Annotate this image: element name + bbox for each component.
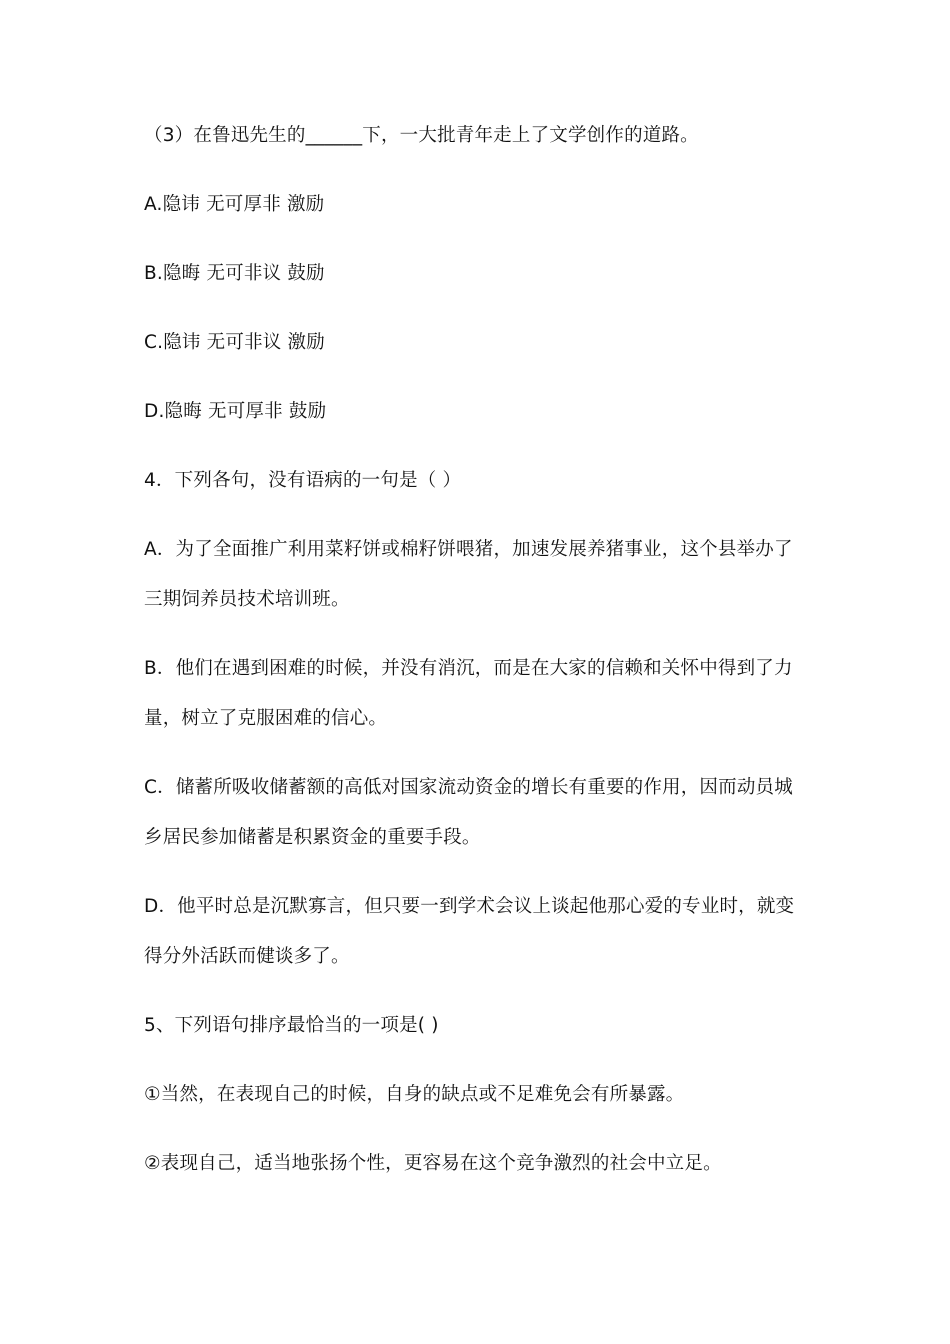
option-b: B.隐晦 无可非议 鼓励 — [144, 263, 325, 284]
q4-option-b-line-2: 量，树立了克服困难的信心。 — [144, 708, 388, 729]
q4-option-a-line-2: 三期饲养员技术培训班。 — [144, 589, 350, 610]
q4-option-b-line-1: B．他们在遇到困难的时候，并没有消沉，而是在大家的信赖和关怀中得到了力 — [144, 658, 793, 679]
option-d: D.隐晦 无可厚非 鼓励 — [144, 401, 327, 422]
option-a: A.隐讳 无可厚非 激励 — [144, 194, 325, 215]
q5-sentence-2: ②表现自己，适当地张扬个性，更容易在这个竞争激烈的社会中立足。 — [144, 1153, 722, 1174]
q4-option-c-line-2: 乡居民参加储蓄是积累资金的重要手段。 — [144, 827, 481, 848]
option-c: C.隐讳 无可非议 激励 — [144, 332, 325, 353]
q5-sentence-1: ①当然，在表现自己的时候，自身的缺点或不足难免会有所暴露。 — [144, 1084, 685, 1105]
q4-option-a-line-1: A．为了全面推广利用菜籽饼或棉籽饼喂猪，加速发展养猪事业，这个县举办了 — [144, 539, 793, 560]
q4-option-d-line-2: 得分外活跃而健谈多了。 — [144, 946, 350, 967]
q4-option-d-line-1: D．他平时总是沉默寡言，但只要一到学术会议上谈起他那心爱的专业时，就变 — [144, 896, 795, 917]
question-5-prompt: 5、下列语句排序最恰当的一项是( ) — [144, 1015, 439, 1036]
question-3-prompt: （3）在鲁迅先生的______下，一大批青年走上了文学创作的道路。 — [144, 125, 699, 146]
q4-option-c-line-1: C．储蓄所吸收储蓄额的高低对国家流动资金的增长有重要的作用，因而动员城 — [144, 777, 793, 798]
question-4-prompt: 4．下列各句，没有语病的一句是（ ） — [144, 470, 462, 491]
